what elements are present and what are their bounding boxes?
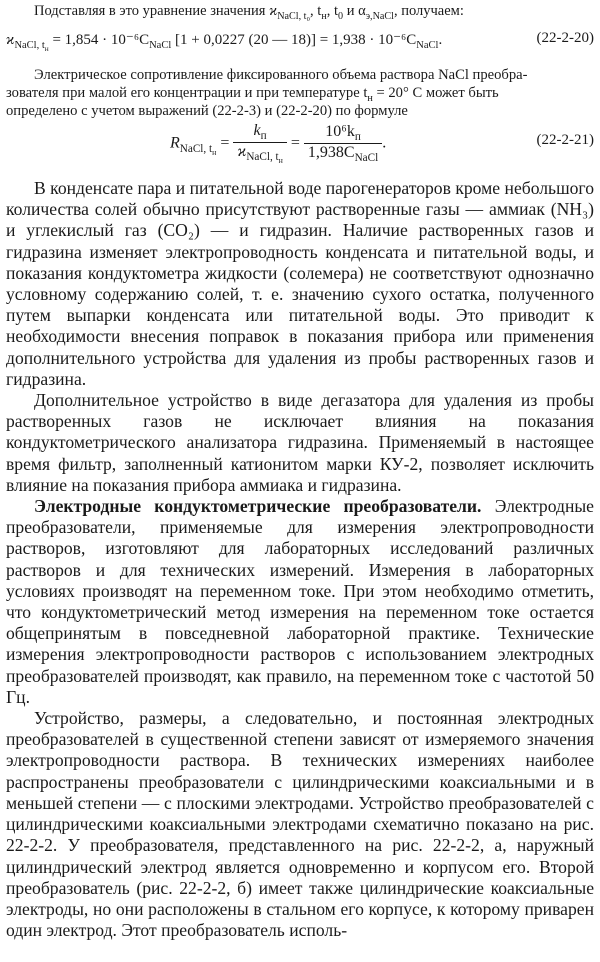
kappa-subscript: NaCl, t₀ — [277, 10, 311, 22]
section-text: Электродные преобразователи, применяемые для измерения электропроводности растворов, изготовляют для лабораторных исследований различных растворов и для технических измерений. Измерения в лабораторных условиях производят на переменном токе. При этом необходимо отметить, что кондуктометрический метод измерения на переменном токе остается общепринятым в повседневной лабораторной практике. Технические измерения электропроводности растворов с использованием электродных преобразователей производят, как правило, на переменном токе с частотой 50 Гц. — [6, 496, 594, 707]
eq2-f1-num-sub: п — [260, 130, 267, 143]
equation-number-22-2-20: (22-2-20) — [536, 30, 594, 46]
body-text — [6, 178, 594, 941]
small-para-line-3: определено с учетом выражений (22-2-3) и (22-2-20) по формуле — [6, 103, 408, 119]
kappa-symbol: ϰ — [269, 3, 278, 19]
intro-sep-2: , t — [326, 3, 339, 19]
eq2-end: . — [382, 134, 387, 152]
t-subscript-1: н — [321, 10, 327, 22]
small-para-l2-text: зователя при малой его концентрации и при температуре t — [6, 85, 368, 101]
eq2-equals-2: = — [286, 134, 304, 152]
equation-number-22-2-21: (22-2-21) — [536, 132, 594, 148]
equation-22-2-21 — [170, 122, 386, 166]
eq1-c2-sub: NaCl — [416, 40, 439, 51]
eq2-f2-den-sub: NaCl — [354, 152, 379, 165]
eq2-fraction-1 — [233, 122, 287, 166]
equation-22-2-20 — [6, 30, 442, 53]
intro-sep-3: и α — [343, 3, 366, 19]
eq2-f1-num: k — [253, 122, 261, 139]
intro-line — [34, 2, 464, 26]
eq1-kappa: ϰ — [6, 32, 15, 48]
eq2-f2-num: 10⁶k — [325, 123, 355, 141]
eq1-body: = 1,854 · 10⁻⁶C — [48, 32, 150, 48]
eq1-end: . — [438, 32, 443, 48]
eq2-f2-num-sub: п — [354, 131, 361, 144]
intro-sep-1: , t — [310, 3, 322, 19]
eq2-f1-den-sub: NaCl, t — [246, 151, 279, 164]
eq2-lhs-subsub: н — [212, 147, 217, 157]
eq2-f2-den: 1,938C — [307, 144, 355, 162]
intro-end: , получаем: — [393, 3, 464, 19]
paragraph-4: Устройство, размеры, а следовательно, и постоянная электродных преобразователей в существенной степени зависят от измеряемого значения электропроводности раствора. В технических измерениях наиболее распространены преобразователи с цилиндрическими коаксиальными и в меньшей степени — с плоскими электродами. Устройство преобразователей с цилиндрическими коаксиальными электродами схематично показано на рис. 22-2-2. У преобразователя, представленного на рис. 22-2-2, а, наружный цилиндрический электрод является одновременно и корпусом его. Второй преобразователь (рис. 22-2-2, б) имеет также цилиндрические коаксиальные электроды, но они расположены в стальном его корпусе, к которому приварен один электрод. Этот преобразователь исполь- — [6, 708, 594, 941]
t-subscript-2: 0 — [338, 10, 344, 22]
eq2-f1-den: ϰ — [237, 143, 247, 161]
eq2-f1-den-subsub: н — [278, 156, 283, 166]
paragraph-2: Дополнительное устройство в виде дегазатора для удаления из пробы растворенных газов не исключает влияния на показания кондуктометрического анализатора гидразина. Применяемый в настоящее время фильтр, заполненный катионитом марки КУ-2, позволяет исключить влияние на показания прибора аммиака и гидразина. — [6, 390, 594, 495]
intro-text: Подставляя в это уравнение значения — [34, 3, 270, 19]
small-para-l2-end: = 20° C может быть — [372, 85, 499, 101]
section-heading: Электродные кондуктометрические преобразователи. — [34, 496, 482, 517]
eq2-r: R — [170, 134, 180, 152]
eq1-mid: [1 + 0,0227 (20 — 18)] = 1,938 · 10⁻⁶C — [171, 32, 417, 48]
alpha-subscript: э,NaCl — [365, 10, 394, 22]
eq2-lhs-sub: NaCl, t — [179, 142, 213, 155]
eq1-lhs-sub: NaCl, t — [14, 40, 45, 51]
small-para-line-1: Электрическое сопротивление фиксированного объема раствора NaCl преобра- — [34, 67, 528, 83]
eq2-fraction-2 — [304, 123, 382, 164]
small-para-l2-sub: н — [367, 92, 373, 104]
eq1-c-sub: NaCl — [149, 40, 172, 51]
eq1-lhs-subsub: н — [44, 44, 49, 54]
eq2-equals-1: = — [216, 134, 234, 152]
paragraph-3 — [6, 496, 594, 708]
paragraph-1: В конденсате пара и питательной воде парогенераторов кроме небольшого количества солей обычно присутствуют растворенные газы — аммиак (NH₃) и углекислый газ (CO₂) — и гидразин. Наличие растворенных газов и гидразина изменяет электропроводность конденсата и питательной воды, и показания кондуктометра жидкости (солемера) не соответствуют однозначно условному содержанию солей, т. е. значению сухого остатка, полученного путем выпарки конденсата или питательной воды. Это приводит к необходимости внесения поправок в показания прибора или применения дополнительного устройства для удаления из пробы растворенных газов и гидразина. — [6, 178, 594, 389]
